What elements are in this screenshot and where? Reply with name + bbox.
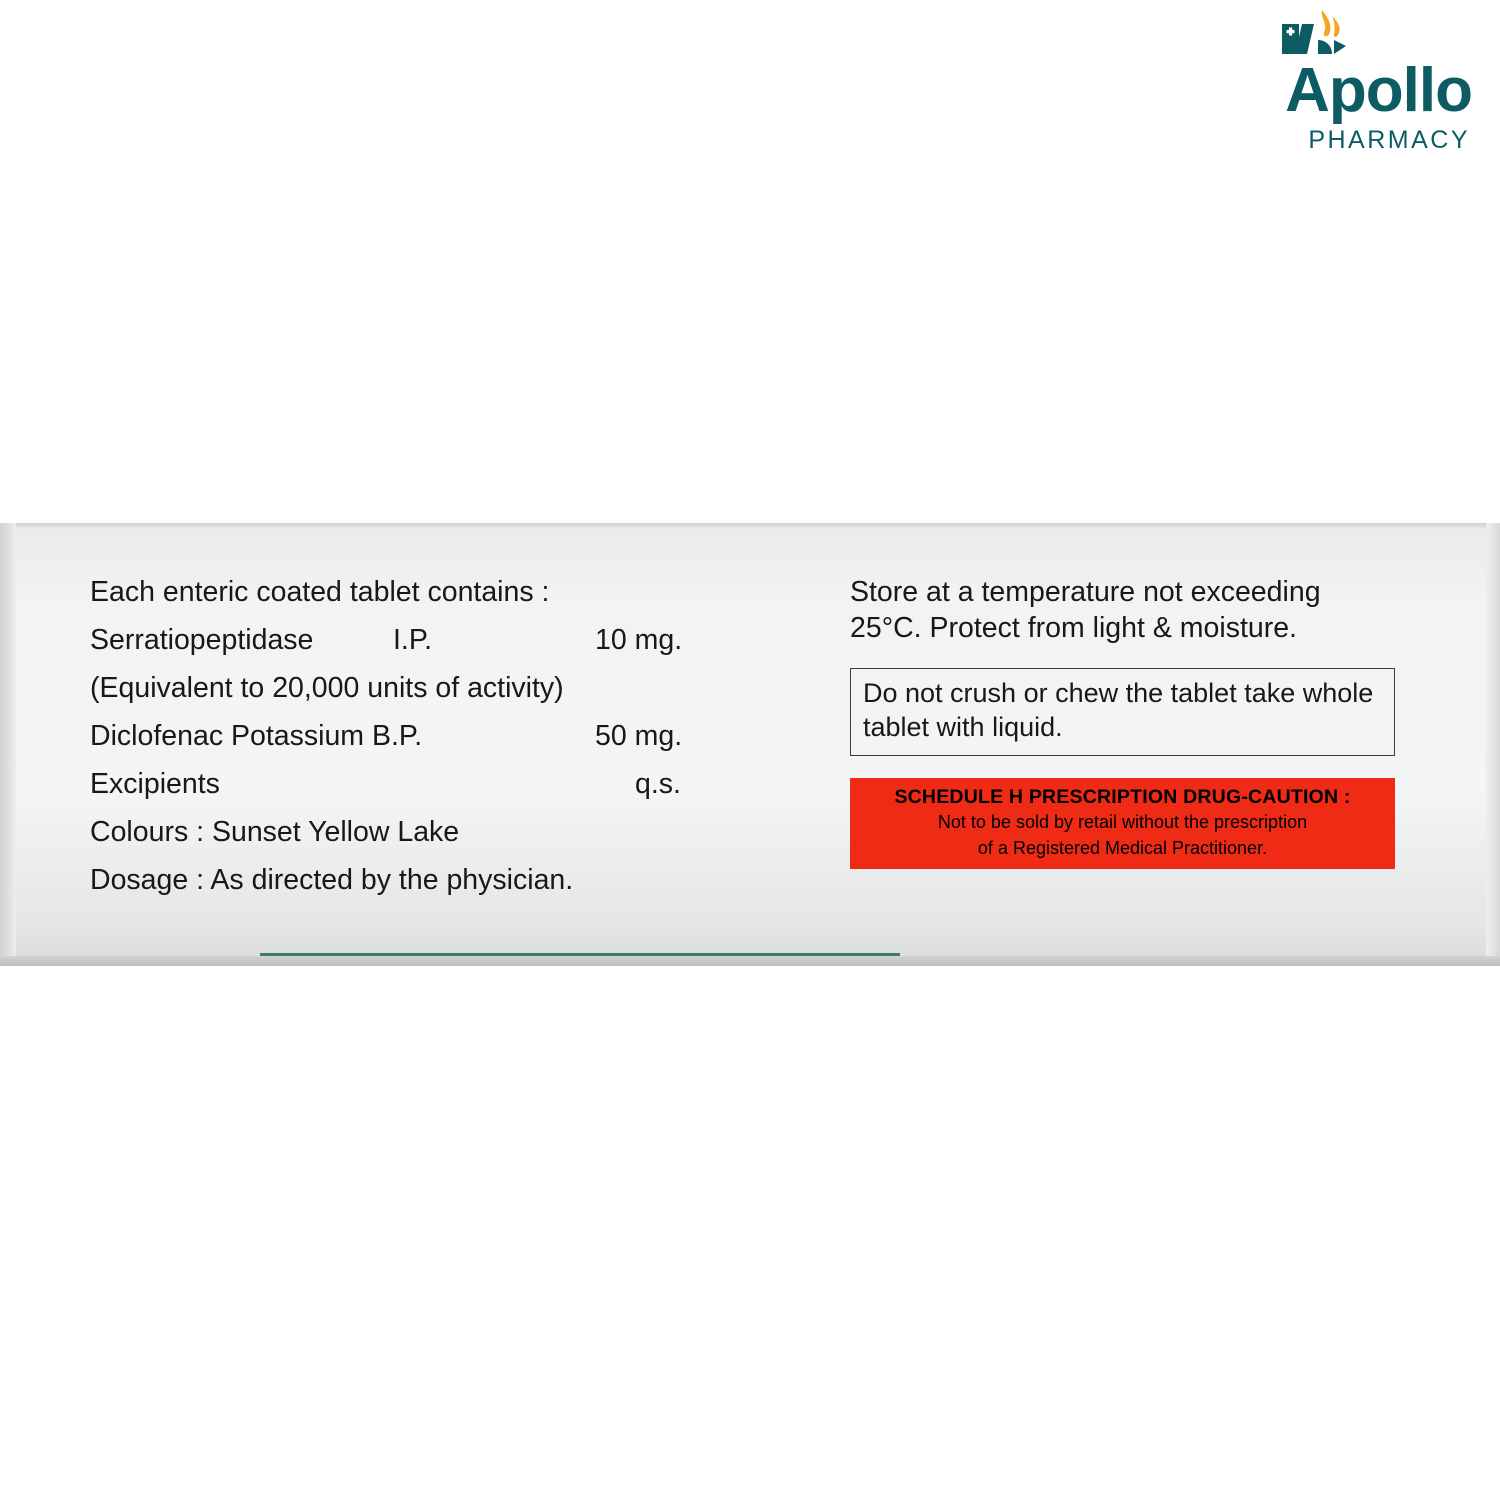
composition-row — [90, 866, 730, 914]
ingredient-amount: 50 mg. — [595, 720, 683, 752]
ingredient-amount: 10 mg. — [595, 624, 683, 656]
storage-instructions: Store at a temperature not exceeding 25°C. Protect from light & moisture. — [850, 576, 1321, 644]
colours-text: Colours : Sunset Yellow Lake — [90, 816, 460, 848]
ingredient-amount: q.s. — [635, 768, 681, 800]
crush-warning-box — [850, 668, 1395, 756]
composition-row — [90, 770, 730, 818]
medicine-carton-panel — [0, 523, 1500, 966]
crush-warning-text: Do not crush or chew the tablet take whole tablet with liquid. — [863, 678, 1374, 742]
ingredient-note: (Equivalent to 20,000 units of activity) — [90, 672, 564, 704]
dosage-text: Dosage : As directed by the physician. — [90, 864, 574, 896]
composition-block — [90, 578, 730, 914]
schedule-h-line2: of a Registered Medical Practitioner. — [977, 837, 1268, 858]
composition-heading-text: Each enteric coated tablet contains : — [90, 576, 550, 608]
warnings-block — [850, 575, 1395, 869]
pharmacy-subtitle: PHARMACY — [1308, 126, 1470, 154]
schedule-h-title: SCHEDULE H PRESCRIPTION DRUG-CAUTION : — [894, 785, 1351, 808]
composition-row — [90, 626, 730, 674]
carton-green-stripe — [260, 953, 900, 957]
composition-row — [90, 818, 730, 866]
carton-left-edge — [0, 523, 16, 966]
apollo-pharmacy-logo — [1242, 8, 1472, 168]
ingredient-name: Diclofenac Potassium B.P. — [90, 720, 423, 752]
apollo-wordmark: Apollo — [1285, 56, 1472, 125]
schedule-h-line1: Not to be sold by retail without the prescription — [937, 812, 1308, 833]
ingredient-name: Excipients — [90, 768, 220, 800]
schedule-h-warning — [850, 778, 1395, 869]
carton-right-edge — [1486, 523, 1500, 966]
composition-heading — [90, 578, 730, 626]
composition-row — [90, 674, 730, 722]
ingredient-standard: I.P. — [393, 624, 433, 656]
composition-row — [90, 722, 730, 770]
ingredient-name: Serratiopeptidase — [90, 624, 314, 656]
